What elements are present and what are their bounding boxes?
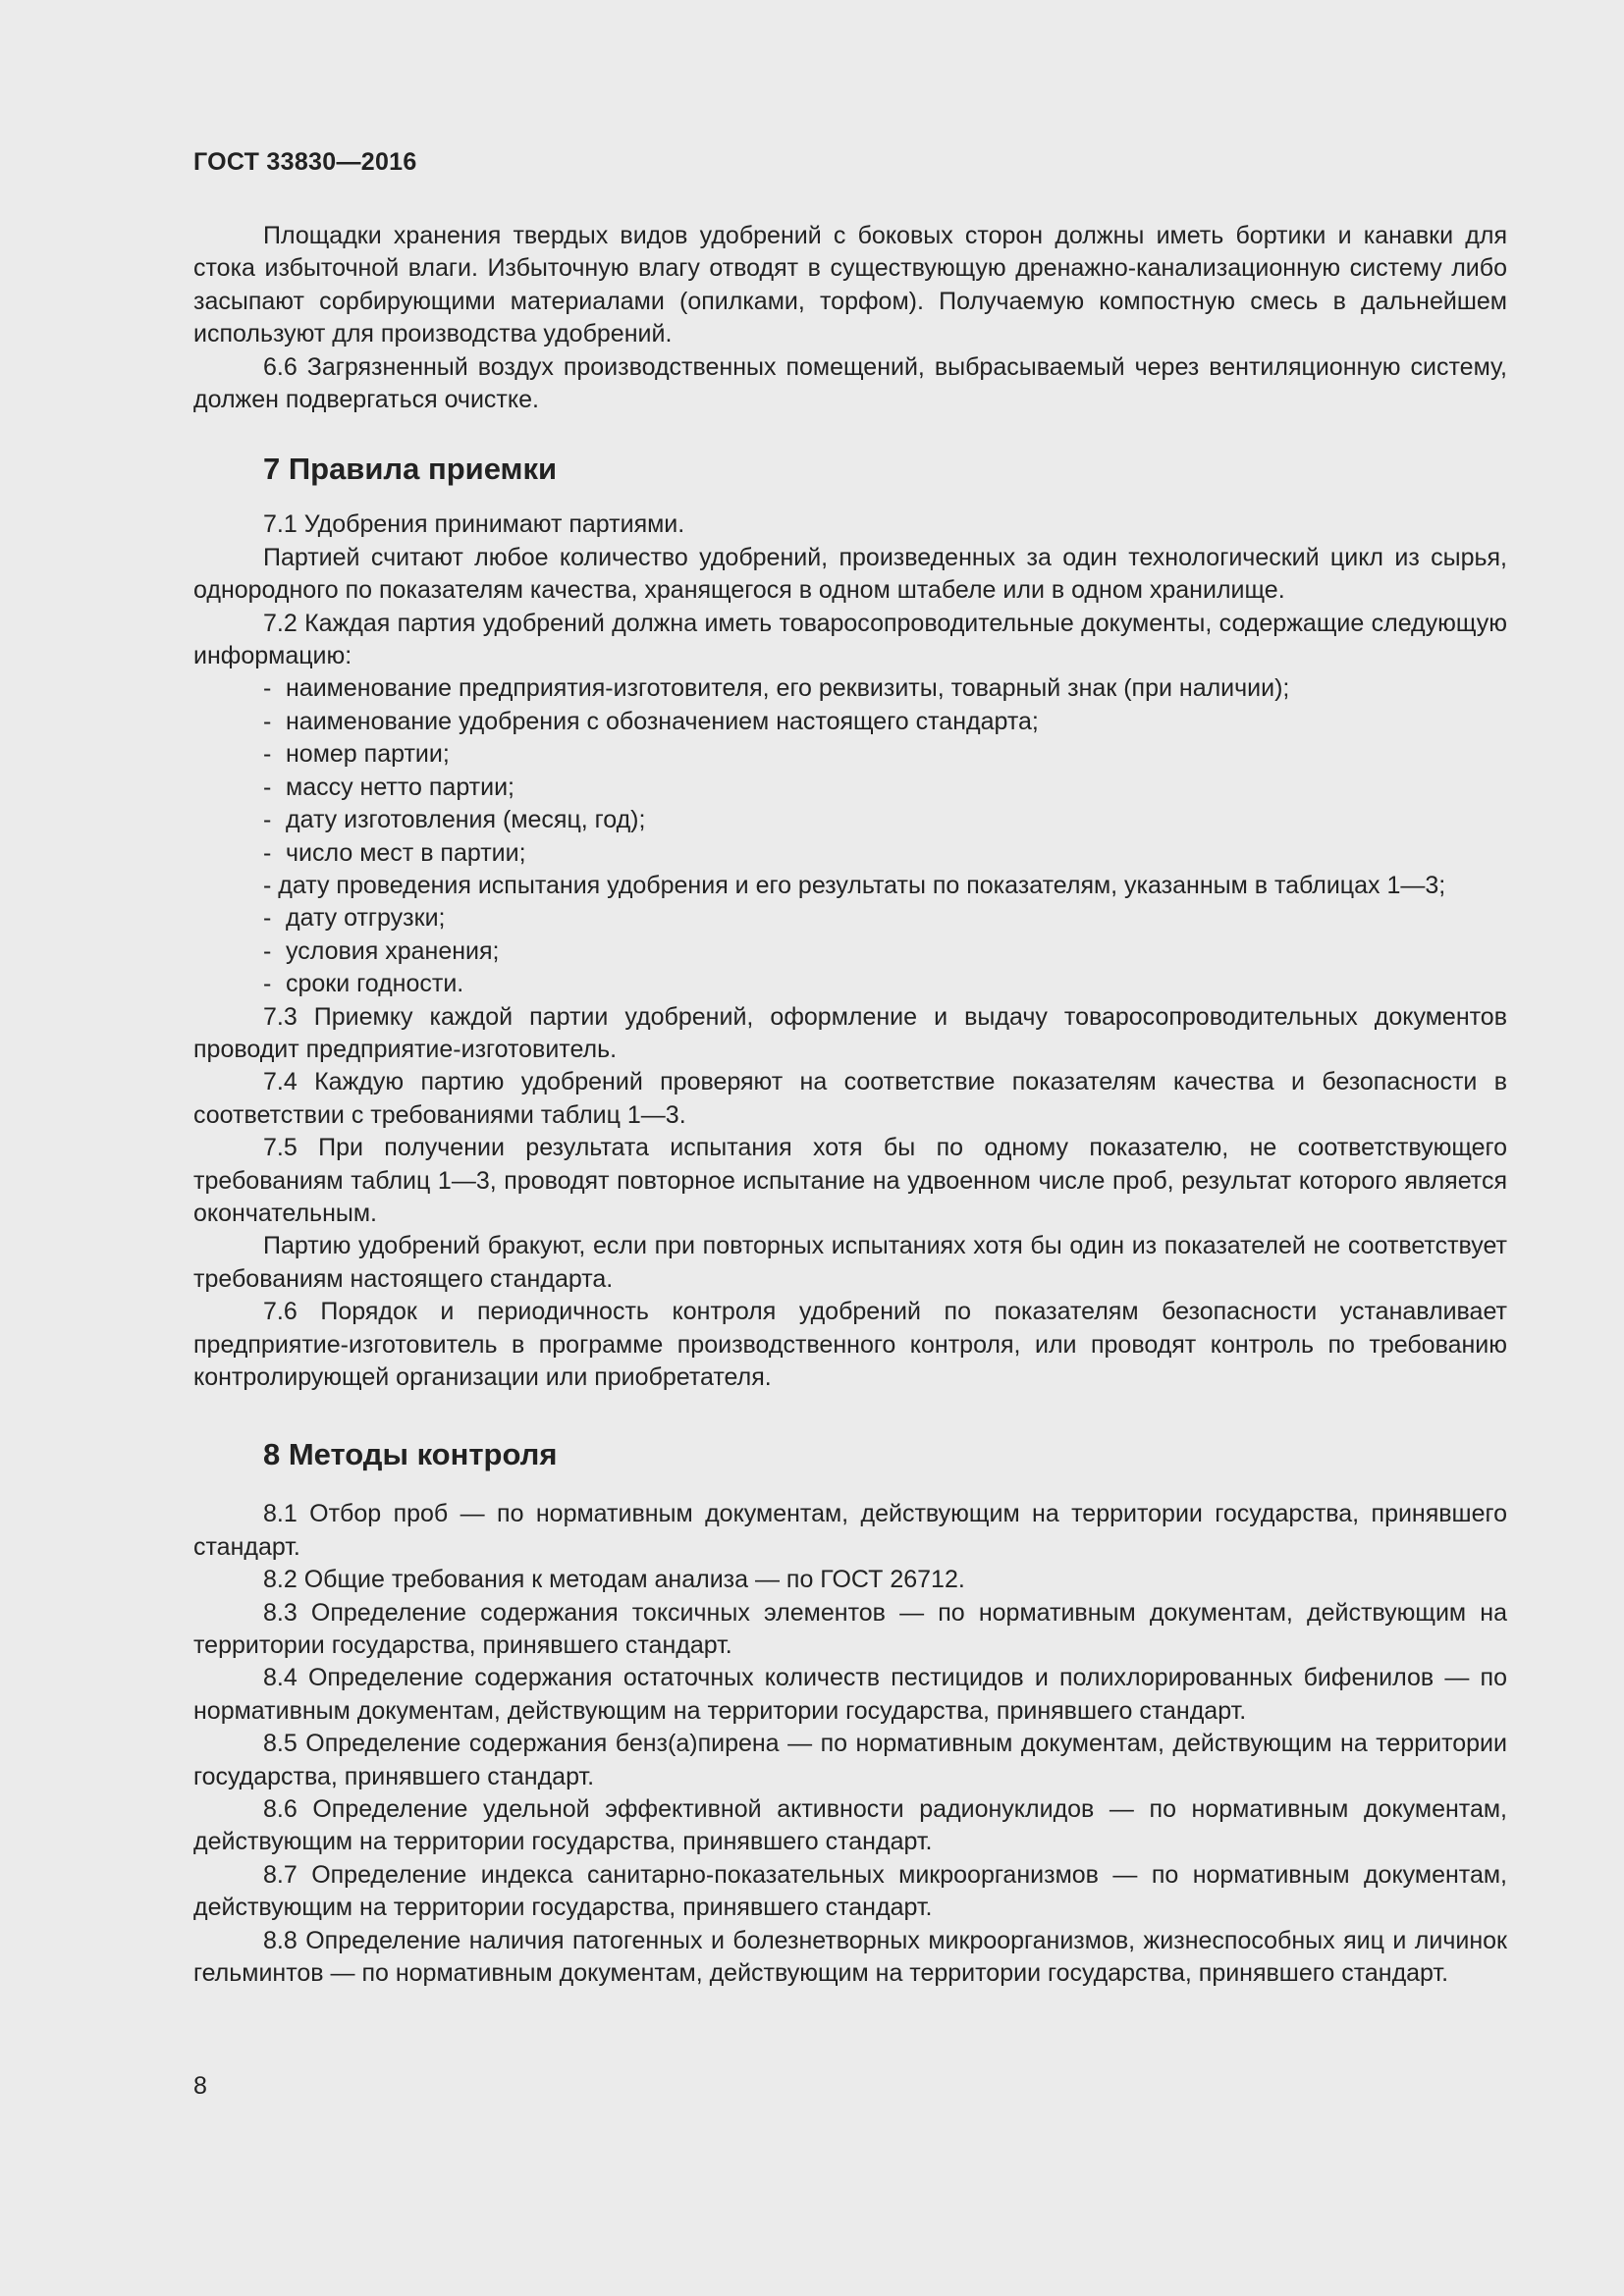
paragraph-8-4: 8.4 Определение содержания остаточных количеств пестицидов и полихлорированных бифенилов — по нормативным документам, действующим на территории государства, принявшего стандарт. <box>193 1664 1507 1725</box>
paragraph-6-6: 6.6 Загрязненный воздух производственных помещений, выбрасываемый через вентиляционную систему, должен подвергаться очистке. <box>193 352 1507 414</box>
paragraph-storage-sites: Площадки хранения твердых видов удобрений с боковых сторон должны иметь бортики и канавки для стока избыточной влаги. Избыточную влагу отводят в существующую дренажно-канализационную систему либо засыпают сорбирующими материалами (опилками, торфом). Получаемую компостную смесь в дальнейшем используют для производства удобрений. <box>193 222 1507 348</box>
paragraph-8-1: 8.1 Отбор проб — по нормативным документам, действующим на территории государства, принявшего стандарт. <box>193 1500 1507 1561</box>
paragraph-8-8: 8.8 Определение наличия патогенных и болезнетворных микроорганизмов, жизнеспособных яиц и личинок гельминтов — по нормативным документам, действующим на территории государства, принявшего стандарт. <box>193 1926 1507 1988</box>
paragraph-7-3: 7.3 Приемку каждой партии удобрений, оформление и выдачу товаросопроводительных документов проводит предприятие-изготовитель. <box>193 1002 1507 1063</box>
list-item: - число мест в партии; <box>193 837 1507 870</box>
list-item-wrapped <box>193 870 1507 902</box>
paragraph-7-4: 7.4 Каждую партию удобрений проверяют на соответствие показателям качества и безопасности в соответствии с требованиями таблиц 1—3. <box>193 1068 1507 1129</box>
paragraph-7-1-batch: Партией считают любое количество удобрений, произведенных за один технологический цикл из сырья, однородного по показателям качества, хранящегося в одном штабеле или в одном хранилище. <box>193 543 1507 605</box>
document-header: ГОСТ 33830—2016 <box>193 148 417 176</box>
list-item: - условия хранения; <box>193 935 1507 968</box>
list-item: - дату изготовления (месяц, год); <box>193 804 1507 836</box>
paragraph-7-2: 7.2 Каждая партия удобрений должна иметь товаросопроводительные документы, содержащие следующую информацию: <box>193 609 1507 670</box>
paragraph-7-5: 7.5 При получении результата испытания хотя бы по одному показателю, не соответствующего требованиям таблиц 1—3, проводят повторное испытание на удвоенном числе проб, результат которого является окончательным. <box>193 1134 1507 1227</box>
section-8-heading: 8 Методы контроля <box>263 1437 558 1472</box>
page-number: 8 <box>193 2072 207 2100</box>
list-item: - наименование предприятия-изготовителя, его реквизиты, товарный знак (при наличии); <box>193 672 1507 705</box>
list-item: - сроки годности. <box>193 968 1507 1000</box>
list-item: - номер партии; <box>193 738 1507 771</box>
paragraph-8-2: 8.2 Общие требования к методам анализа — по ГОСТ 26712. <box>263 1566 965 1594</box>
paragraph-7-5-reject: Партию удобрений бракуют, если при повторных испытаниях хотя бы один из показателей не соответствует требованиям настоящего стандарта. <box>193 1232 1507 1293</box>
section-7-heading: 7 Правила приемки <box>263 452 558 487</box>
list-item: - дату отгрузки; <box>193 902 1507 934</box>
paragraph-8-7: 8.7 Определение индекса санитарно-показательных микроорганизмов — по нормативным документам, действующим на территории государства, принявшего стандарт. <box>193 1860 1507 1922</box>
requirements-list <box>193 672 1507 1000</box>
document-page <box>193 147 1507 1991</box>
paragraph-7-1: 7.1 Удобрения принимают партиями. <box>263 510 685 539</box>
list-item: - наименование удобрения с обозначением настоящего стандарта; <box>193 706 1507 738</box>
paragraph-7-6: 7.6 Порядок и периодичность контроля удобрений по показателям безопасности устанавливает предприятие-изготовитель в программе производственного контроля, или проводят контроль по требованию контролирующей организации или приобретателя. <box>193 1298 1507 1391</box>
paragraph-8-3: 8.3 Определение содержания токсичных элементов — по нормативным документам, действующим на территории государства, принявшего стандарт. <box>193 1598 1507 1660</box>
paragraph-8-5: 8.5 Определение содержания бенз(а)пирена — по нормативным документам, действующим на территории государства, принявшего стандарт. <box>193 1730 1507 1790</box>
list-item-text: дату проведения испытания удобрения и его результаты по показателям, указанным в таблицах 1—3; <box>278 871 1446 899</box>
list-item-dash: - <box>263 871 279 899</box>
paragraph-8-6: 8.6 Определение удельной эффективной активности радионуклидов — по нормативным документам, действующим на территории государства, принявшего стандарт. <box>193 1795 1507 1856</box>
list-item: - массу нетто партии; <box>193 772 1507 804</box>
